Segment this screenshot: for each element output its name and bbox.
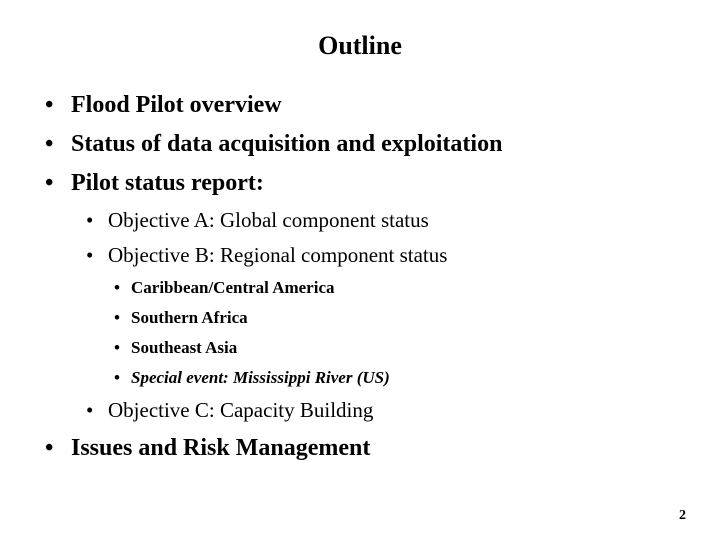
sub-bullet-text: Objective A: Global component status (108, 208, 429, 232)
sub-sub-bullet-text: Southern Africa (131, 308, 248, 327)
bullet-item (45, 433, 370, 463)
sub-sub-bullet-item (114, 367, 390, 389)
sub-bullet-text: Objective B: Regional component status (108, 243, 448, 267)
bullet-item (45, 90, 282, 120)
bullet-marker: • (86, 208, 94, 232)
sub-bullet-item (86, 397, 373, 423)
bullet-marker: • (86, 398, 94, 422)
page-number: 2 (679, 508, 686, 523)
slide-title: Outline (318, 31, 402, 60)
bullet-marker: • (45, 92, 54, 118)
bullet-item (45, 168, 264, 198)
bullet-marker: • (114, 368, 120, 387)
bullet-text: Flood Pilot overview (71, 92, 282, 118)
bullet-marker: • (114, 308, 120, 327)
bullet-marker: • (45, 170, 54, 196)
bullet-marker: • (114, 278, 120, 297)
bullet-text: Pilot status report: (71, 170, 264, 196)
bullet-text: Status of data acquisition and exploitation (71, 131, 503, 157)
sub-sub-bullet-item (114, 277, 335, 299)
bullet-marker: • (45, 131, 54, 157)
bullet-marker: • (45, 435, 54, 461)
bullet-item (45, 129, 502, 159)
sub-sub-bullet-item (114, 337, 237, 359)
sub-sub-bullet-text: Special event: Mississippi River (US) (131, 368, 390, 387)
bullet-text: Issues and Risk Management (71, 435, 371, 461)
bullet-marker: • (86, 243, 94, 267)
bullet-marker: • (114, 338, 120, 357)
sub-bullet-item (86, 242, 447, 268)
sub-sub-bullet-text: Southeast Asia (131, 338, 238, 357)
sub-bullet-item (86, 207, 429, 233)
sub-sub-bullet-item (114, 307, 248, 329)
sub-bullet-text: Objective C: Capacity Building (108, 398, 374, 422)
sub-sub-bullet-text: Caribbean/Central America (131, 278, 335, 297)
